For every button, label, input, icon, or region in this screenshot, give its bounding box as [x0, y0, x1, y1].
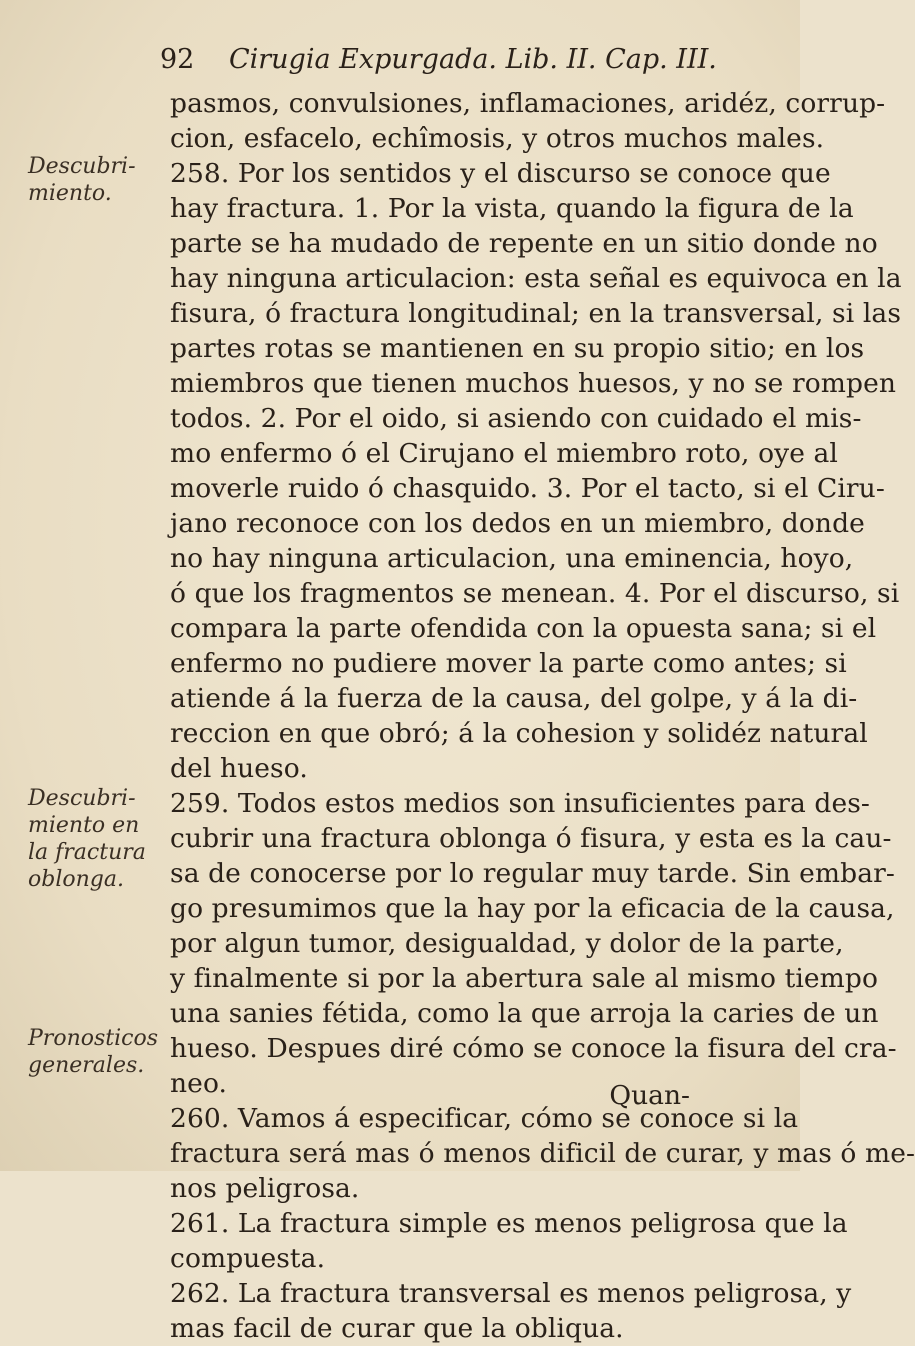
- text-line: reccion en que obró; á la cohesion y solidéz natural: [170, 718, 868, 749]
- text-line: pasmos, convulsiones, inflamaciones, aridéz, corrup-: [170, 88, 886, 119]
- text-line: atiende á la fuerza de la causa, del golpe, y á la di-: [170, 683, 858, 714]
- text-line: una sanies fétida, como la que arroja la caries de un: [170, 998, 879, 1029]
- margin-note-pronosticos: Pronosticos generales.: [28, 1026, 159, 1078]
- text-line: partes rotas se mantienen en su propio sitio; en los: [170, 333, 865, 364]
- text-line: fractura será mas ó menos dificil de curar, y mas ó me-: [170, 1138, 915, 1169]
- text-line: mo enfermo ó el Cirujano el miembro roto, oye al: [170, 438, 839, 469]
- text-line: del hueso.: [170, 753, 308, 784]
- text-line: moverle ruido ó chasquido. 3. Por el tacto, si el Ciru-: [170, 473, 885, 504]
- text-line: go presumimos que la hay por la eficacia de la causa,: [170, 893, 895, 924]
- text-line: todos. 2. Por el oido, si asiendo con cuidado el mis-: [170, 403, 862, 434]
- text-line: compara la parte ofendida con la opuesta sana; si el: [170, 613, 877, 644]
- text-line: 259. Todos estos medios son insuficientes para des-: [170, 788, 870, 819]
- text-line: jano reconoce con los dedos en un miembro, donde: [170, 508, 865, 539]
- text-line: hueso. Despues diré cómo se conoce la fisura del cra-: [170, 1033, 897, 1064]
- text-line: hay ninguna articulacion: esta señal es equivoca en la: [170, 263, 902, 294]
- catchword: Quan-: [609, 1080, 690, 1111]
- text-line: ó que los fragmentos se menean. 4. Por el discurso, si: [170, 578, 900, 609]
- text-line: mas facil de curar que la obliqua.: [170, 1313, 624, 1344]
- text-line: nos peligrosa.: [170, 1173, 360, 1204]
- text-line: miembros que tienen muchos huesos, y no se rompen: [170, 368, 897, 399]
- text-line: compuesta.: [170, 1243, 326, 1274]
- text-line: 258. Por los sentidos y el discurso se conoce que: [170, 158, 831, 189]
- margin-note-descubrimiento: Descubri- miento.: [28, 154, 136, 206]
- text-line: 261. La fractura simple es menos peligrosa que la: [170, 1208, 848, 1239]
- text-line: y finalmente si por la abertura sale al mismo tiempo: [170, 963, 879, 994]
- body-text: [170, 86, 915, 1346]
- text-line: parte se ha mudado de repente en un sitio donde no: [170, 228, 878, 259]
- page-header: [160, 44, 720, 75]
- text-line: 260. Vamos á especificar, cómo se conoce si la: [170, 1103, 799, 1134]
- text-line: hay fractura. 1. Por la vista, quando la figura de la: [170, 193, 854, 224]
- text-line: no hay ninguna articulacion, una eminencia, hoyo,: [170, 543, 854, 574]
- text-line: enfermo no pudiere mover la parte como antes; si: [170, 648, 847, 679]
- text-line: fisura, ó fractura longitudinal; en la transversal, si las: [170, 298, 902, 329]
- page-number: 92: [160, 44, 195, 75]
- running-title: Cirugia Expurgada. Lib. II. Cap. III.: [228, 44, 717, 75]
- text-line: sa de conocerse por lo regular muy tarde. Sin embar-: [170, 858, 895, 889]
- text-line: cubrir una fractura oblonga ó fisura, y esta es la cau-: [170, 823, 892, 854]
- text-line: 262. La fractura transversal es menos peligrosa, y: [170, 1278, 852, 1309]
- margin-note-descubrimiento-fractura: Descubri- miento en la fractura oblonga.: [28, 786, 146, 892]
- text-line: neo.: [170, 1068, 228, 1099]
- text-line: cion, esfacelo, echîmosis, y otros muchos males.: [170, 123, 825, 154]
- text-line: por algun tumor, desigualdad, y dolor de la parte,: [170, 928, 844, 959]
